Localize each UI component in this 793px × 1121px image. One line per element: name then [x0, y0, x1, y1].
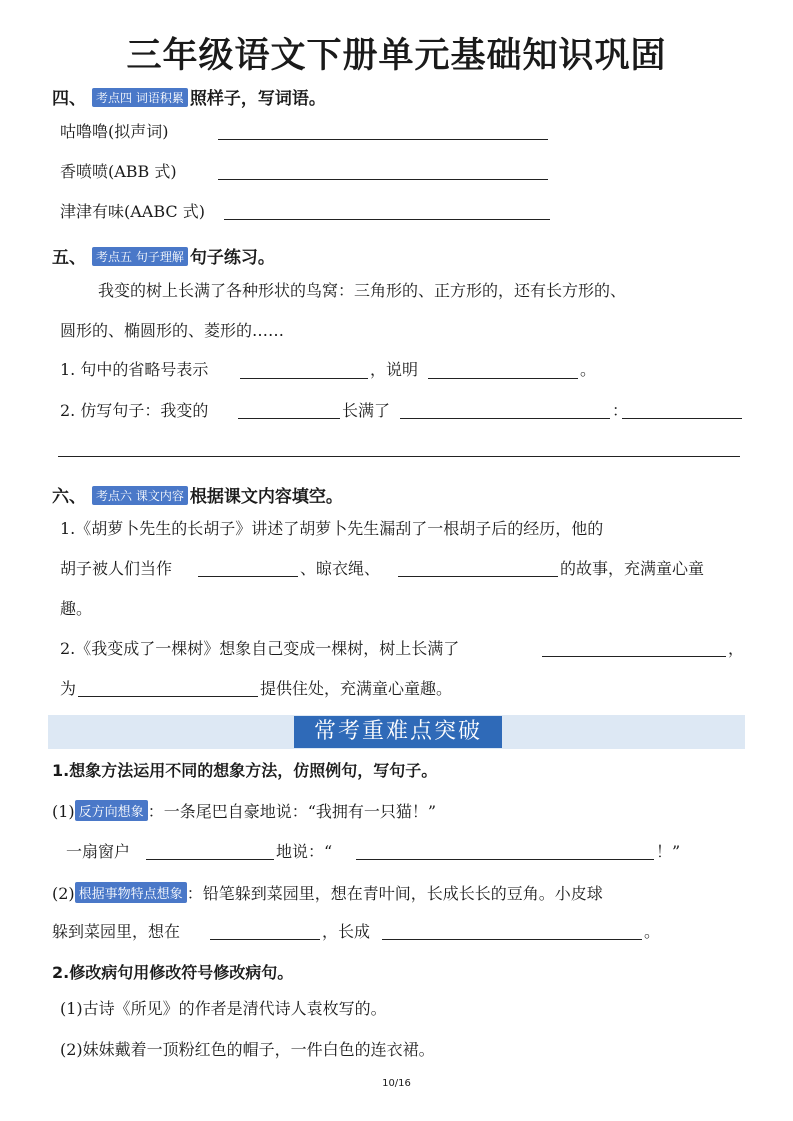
- question-text: 地说：“: [276, 842, 333, 861]
- question-text: ，说明: [370, 360, 419, 379]
- section-instruction: 照样子，写词语。: [189, 89, 326, 109]
- word-item: 咕噜噜(拟声词): [60, 122, 169, 141]
- method-tag: 根据事物特点想象: [75, 882, 187, 903]
- section-number: 四、: [52, 89, 86, 109]
- passage-line: 圆形的、椭圆形的、菱形的……: [60, 321, 285, 340]
- answer-blank[interactable]: [78, 678, 258, 697]
- answer-blank[interactable]: [356, 841, 654, 860]
- example-line: [52, 881, 603, 904]
- answer-blank[interactable]: [240, 360, 368, 379]
- question-text: 。: [580, 360, 597, 379]
- answer-blank[interactable]: [210, 921, 320, 940]
- question-heading: 1.想象方法运用不同的想象方法，仿照例句，写句子。: [52, 761, 438, 780]
- answer-blank[interactable]: [622, 400, 742, 419]
- example-line: [52, 799, 436, 822]
- question-text: 胡子被人们当作: [60, 559, 173, 578]
- section-number: 六、: [52, 487, 86, 507]
- answer-blank[interactable]: [218, 121, 548, 140]
- question-text: 2.《我变成了一棵树》想象自己变成一棵树，树上长满了: [60, 639, 460, 658]
- word-item: 津津有味(AABC 式): [60, 202, 205, 221]
- passage-line: 我变的树上长满了各种形状的鸟窝：三角形的、正方形的，还有长方形的、: [98, 281, 627, 300]
- section-instruction: 句子练习。: [189, 248, 275, 268]
- question-text: 。: [644, 922, 661, 941]
- question-text: 为: [60, 679, 77, 698]
- question-text: ，长成: [322, 922, 371, 941]
- answer-blank[interactable]: [542, 638, 726, 657]
- question-text: 提供住处，充满童心童趣。: [260, 679, 453, 698]
- topic-tag: 考点六 课文内容: [92, 486, 188, 505]
- question-text: 长满了: [342, 401, 391, 420]
- answer-blank[interactable]: [428, 360, 578, 379]
- topic-tag: 考点四 词语积累: [92, 88, 188, 107]
- question-text: 趣。: [60, 599, 93, 618]
- item-number: (1): [52, 802, 75, 821]
- question-text: 的故事，充满童心童: [560, 559, 705, 578]
- answer-blank[interactable]: [398, 558, 558, 577]
- sentence-item: (1)古诗《所见》的作者是清代诗人袁枚写的。: [60, 999, 387, 1018]
- example-text: ：一条尾巴自豪地说：“我拥有一只猫！”: [147, 802, 437, 821]
- example-text: ：铅笔躲到菜园里，想在青叶间，长成长长的豆角。小皮球: [186, 884, 603, 903]
- answer-blank[interactable]: [198, 558, 298, 577]
- page-number: 10/16: [382, 1078, 411, 1089]
- method-tag: 反方向想象: [75, 800, 148, 821]
- topic-tag: 考点五 句子理解: [92, 247, 188, 266]
- question-text: 2. 仿写句子：我变的: [60, 401, 209, 420]
- section-number: 五、: [52, 248, 86, 268]
- question-text: 一扇窗户: [66, 842, 131, 861]
- page-title: 三年级语文下册单元基础知识巩固: [126, 36, 667, 76]
- question-text: 1.《胡萝卜先生的长胡子》讲述了胡萝卜先生漏刮了一根胡子后的经历，他的: [60, 519, 604, 538]
- item-number: (2): [52, 884, 75, 903]
- section-5-heading: [52, 243, 275, 268]
- section-6-heading: [52, 482, 343, 507]
- answer-blank[interactable]: [58, 438, 740, 457]
- question-text: 躲到菜园里，想在: [52, 922, 181, 941]
- question-text: ！”: [656, 842, 681, 861]
- section-4-heading: [52, 84, 326, 109]
- answer-blank[interactable]: [238, 400, 340, 419]
- question-heading: 2.修改病句用修改符号修改病句。: [52, 963, 294, 982]
- answer-blank[interactable]: [224, 201, 550, 220]
- sentence-item: (2)妹妹戴着一顶粉红色的帽子，一件白色的连衣裙。: [60, 1040, 435, 1059]
- answer-blank[interactable]: [218, 161, 548, 180]
- answer-blank[interactable]: [146, 841, 274, 860]
- question-text: ：: [612, 401, 629, 420]
- question-text: 、晾衣绳、: [300, 559, 381, 578]
- question-text: ，: [728, 639, 745, 658]
- section-banner: 常考重难点突破: [294, 716, 502, 748]
- answer-blank[interactable]: [400, 400, 610, 419]
- section-instruction: 根据课文内容填空。: [189, 487, 343, 507]
- answer-blank[interactable]: [382, 921, 642, 940]
- word-item: 香喷喷(ABB 式): [60, 162, 177, 181]
- question-text: 1. 句中的省略号表示: [60, 360, 209, 379]
